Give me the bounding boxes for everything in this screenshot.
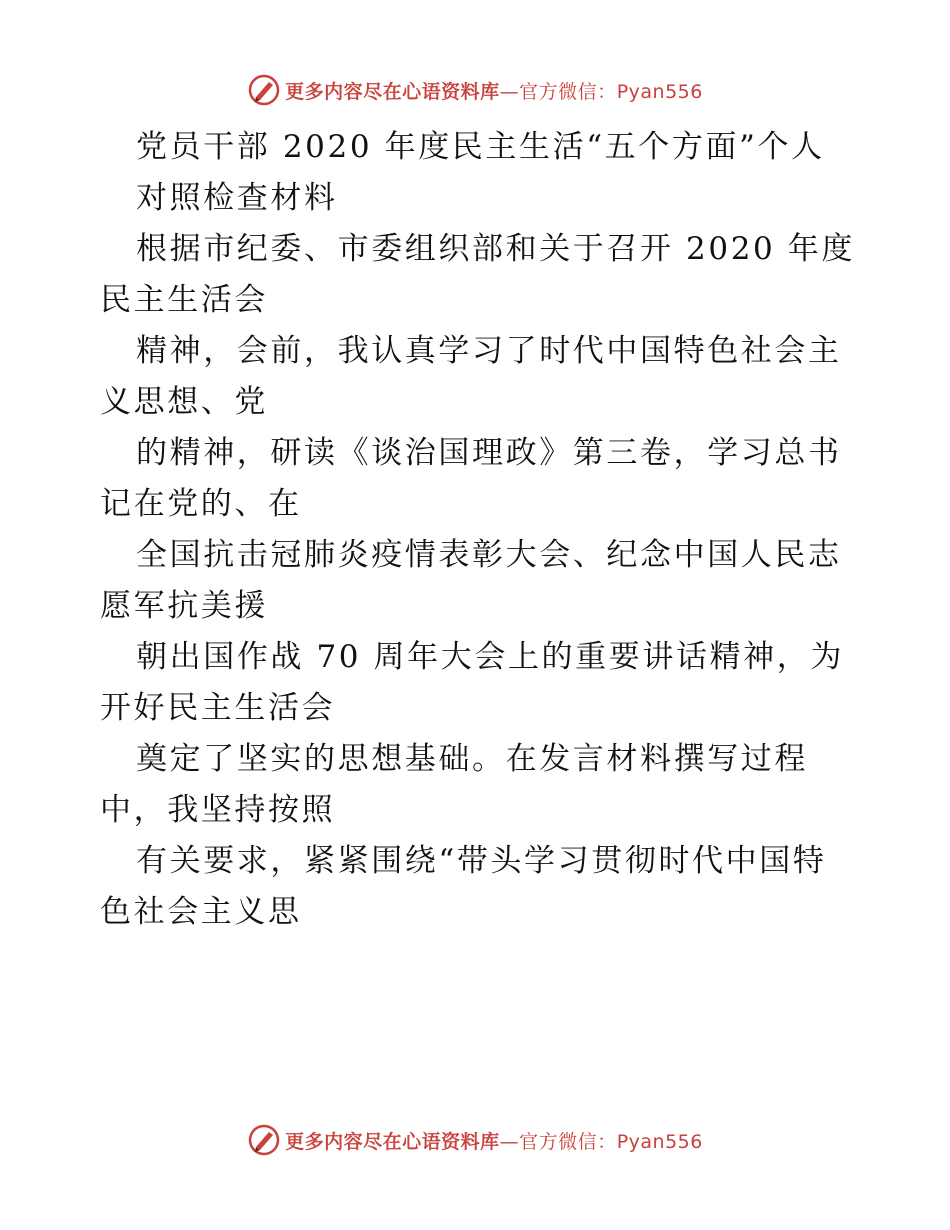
text-line: 朝出国作战 70 周年大会上的重要讲话精神，为 [136, 639, 844, 675]
text-line: 精神，会前，我认真学习了时代中国特色社会主 [136, 333, 842, 369]
watermark-brand: 更多内容尽在心语资料库 [285, 1130, 500, 1153]
text-line: 对照检查材料 [136, 180, 338, 216]
footer-watermark [0, 1120, 950, 1160]
document-body [100, 122, 860, 938]
text-line: 根据市纪委、市委组织部和关于召开 2020 年度 [136, 231, 855, 267]
watermark-wechat-id: Pyan556 [616, 80, 703, 103]
text-line: 色社会主义思 [100, 894, 302, 930]
watermark-wechat-id: Pyan556 [616, 1130, 703, 1153]
text-line: 有关要求，紧紧围绕“带头学习贯彻时代中国特 [136, 843, 827, 879]
text-line: 记在党的、在 [100, 486, 302, 522]
text-line: 民主生活会 [100, 282, 268, 318]
watermark-label: 官方微信： [519, 1130, 617, 1153]
text-line: 党员干部 2020 年度民主生活“五个方面”个人 [136, 129, 825, 165]
watermark-brand: 更多内容尽在心语资料库 [285, 80, 500, 103]
pen-logo-icon [247, 73, 281, 107]
text-line: 中，我坚持按照 [100, 792, 336, 828]
text-line: 全国抗击冠肺炎疫情表彰大会、纪念中国人民志 [136, 537, 842, 573]
watermark-label: 官方微信： [519, 80, 617, 103]
text-line: 义思想、党 [100, 384, 268, 420]
header-watermark [0, 70, 950, 110]
watermark-dash: — [499, 1130, 520, 1153]
text-line: 愿军抗美援 [100, 588, 268, 624]
text-line: 开好民主生活会 [100, 690, 336, 726]
text-line: 的精神，研读《谈治国理政》第三卷，学习总书 [136, 435, 842, 471]
text-line: 奠定了坚实的思想基础。在发言材料撰写过程 [136, 741, 808, 777]
pen-logo-icon [247, 1123, 281, 1157]
watermark-dash: — [499, 80, 520, 103]
